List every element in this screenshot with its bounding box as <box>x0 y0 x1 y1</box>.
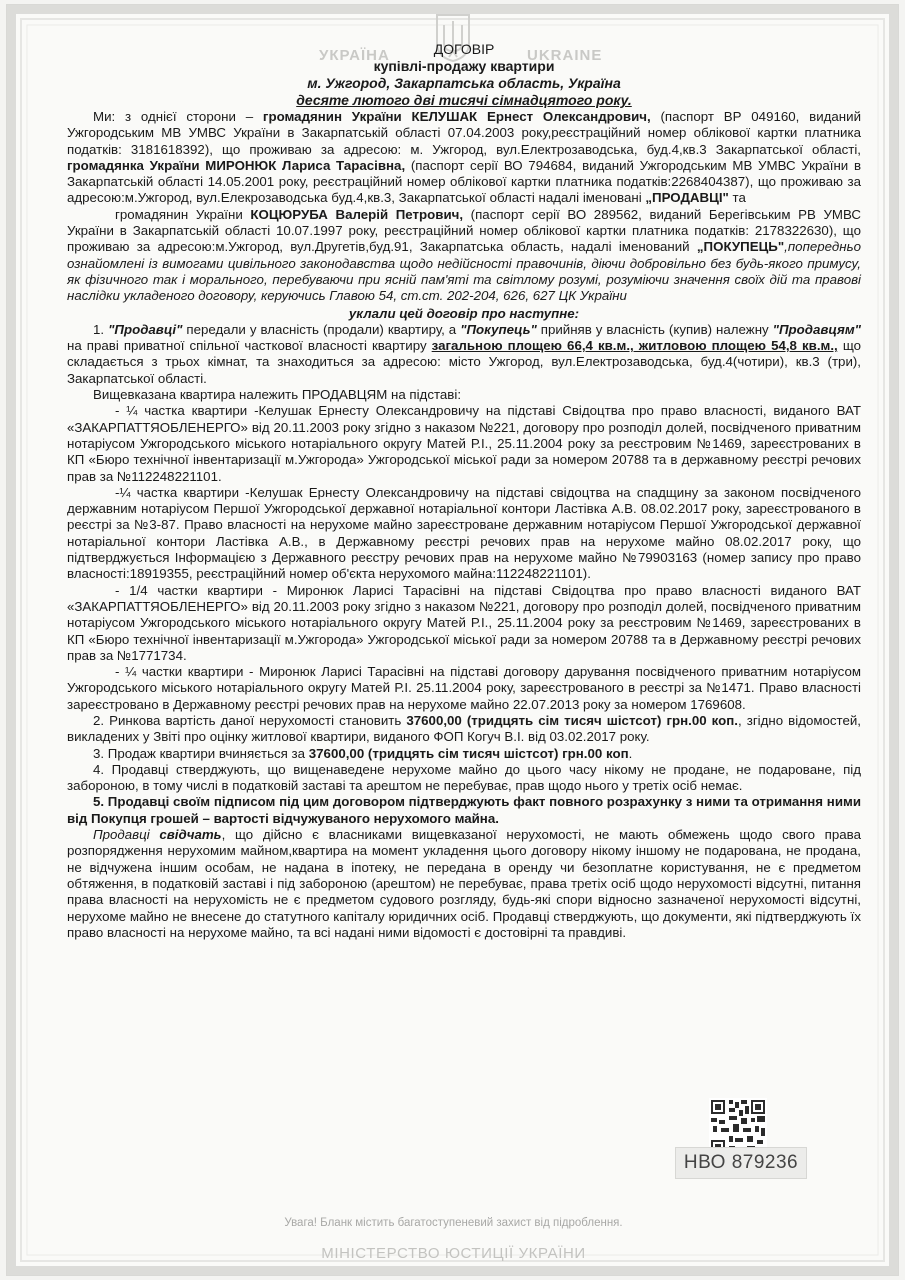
security-warning: Увага! Бланк містить багатоступеневий захист від підроблення. <box>284 1217 623 1229</box>
sellers-term: „ПРОДАВЦІ" <box>645 190 729 206</box>
clause-1-text-a: передали у власність (продали) квартиру, а <box>186 321 457 337</box>
clause-1-sellers-dative: "Продавцям" <box>772 321 861 337</box>
blank-serial-number: НВО 879236 <box>675 1147 807 1179</box>
clause-6-sellers: Продавці <box>93 827 150 843</box>
ownership-basis-item: -¼ частка квартири -Келушак Ернесту Олександровичу на підставі свідоцтва на спадщину за законом посвідченого державним нотаріусом Першої Ужгородської державної нотаріальної контори Ластівка А.В. 08.02.2017 року, зареєстрованого в реєстрі за №3-87. Право власності на нерухоме майно зареєстроване державним нотаріусом Першої Ужгородської державної нотаріальної контори Ластівка А.В., в Державному реєстрі речових прав на нерухоме майно 08.02.2017 року, що підтверджується Інформацією з Державного реєстру речових прав на нерухоме майно №79903163 (номер запису про право власності:18919355, реєстраційний номер об'єкта нерухомого майна:112248221101). <box>67 484 861 582</box>
document-heading <box>67 41 861 109</box>
clause-4: 4. Продавці стверджують, що вищенаведене нерухоме майно до цього часу нікому не продане, не подароване, під забороною, в тому числі в податковій заставі та арештом не перебуває, прав щодо нього у третіх осіб немає. <box>67 761 861 794</box>
agreed-heading: уклали цей договір про наступне: <box>348 305 580 321</box>
clause-3-text-b: . <box>628 745 633 761</box>
buyer-term: „ПОКУПЕЦЬ" <box>696 239 785 255</box>
clause-3-text-a: 3. Продаж квартири вчиняється за <box>93 745 306 761</box>
clause-5-text: 5. Продавці своїм підписом під цим договором підтверджують факт повного розрахунку з ними та отримання ними від Покупця грошей – вартості відчужуваного нерухомого майна. <box>67 794 861 826</box>
clause-2 <box>67 713 861 746</box>
clause-1-number: 1. <box>93 321 105 337</box>
clause-2-text-b: , згідно відомостей, викладених у Звіті про оцінку житлової квартири, виданого ФОП Когуч В.І. від 03.02.2017 року. <box>67 712 861 745</box>
document-place: м. Ужгород, Закарпатська область, Україна <box>307 75 621 91</box>
parties-buyer-paragraph <box>67 207 861 305</box>
clause-3 <box>67 746 861 762</box>
clause-1-text-c: на праві приватної спільної часткової власності квартиру <box>67 338 427 354</box>
contract-body <box>67 41 861 941</box>
clause-1-sellers: "Продавці" <box>108 321 183 337</box>
watermark-ukraine-en: UKRAINE <box>527 47 603 64</box>
parties-sellers-paragraph <box>67 109 861 207</box>
buyer-name: КОЦЮРУБА Валерій Петрович, <box>250 206 464 222</box>
clause-6-verb: свідчать <box>159 827 222 843</box>
conjunction: та <box>732 190 746 206</box>
sale-price: 37600,00 (тридцять сім тисяч шістсот) грн.00 коп <box>308 745 629 761</box>
parties-intro: Ми: з однієї сторони – <box>93 109 254 124</box>
ownership-basis-item: - 1/4 частки квартири - Миронюк Ларисі Тарасівні на підставі Свідоцтва про право власності виданого ВАТ «ЗАКАРПАТТЯОБЛЕНЕРГО» від 20.11.2003 року згідно з наказом №221, договору про розподіл долей, посвідченого приватним нотаріусом Ужгородського міського нотаріального округу Матей Р.І., 25.11.2004 року за реєстровим №1469, зареєстрованих в КП «Бюро технічної інвентаризації м.Ужгорода» Ужгородської міської ради за номером 20788 та в Державному реєстрі речових прав за №1771734. <box>67 582 861 663</box>
clause-6-text: , що дійсно є власниками вищевказаної нерухомості, не мають обмежень щодо свого права розпорядження нерухомим майном,квартира на момент укладення цього договору нікому іншому не подарована, не продана, не відчужена іншим особам, не надана в іпотеку, не передана в оренду чи безоплатне користування, не є предметом обтяження, в податковій заставі і під забороною (арештом) не перебуває, права третіх осіб щодо нерухомості відсутні, питання права власності на нерухомість не є предметом судового розгляду, будь-які спори відносно зазначеної нерухомості відсутні, нерухоме майно не внесене до статутного капіталу юридичних осіб. Продавці стверджують, що документи, які підтверджують їх право власності на нерухоме майно, та всі надані ними відомості є достовірні та правдиві. <box>67 827 861 940</box>
clause-6 <box>67 827 861 941</box>
clause-1-text-b: прийняв у власність (купив) належну <box>540 321 769 337</box>
document-date: десяте лютого дві тисячі сімнадцятого року. <box>296 92 632 108</box>
notarial-blank <box>6 4 899 1276</box>
clause-2-text-a: 2. Ринкова вартість даної нерухомості становить <box>93 712 402 728</box>
ministry-footer: МІНІСТЕРСТВО ЮСТИЦІЇ УКРАЇНИ <box>321 1245 586 1262</box>
clause-1-buyer: "Покупець" <box>460 321 537 337</box>
market-value: 37600,00 (тридцять сім тисяч шістсот) грн.00 коп. <box>406 712 738 728</box>
clause-1 <box>67 322 861 387</box>
seller-2-details: (паспорт серії ВО 794684, виданий Ужгородським МВ УМВС України в Закарпатській області 14.05.2001 року, реєстраційний номер облікової картки платника податків:2268404387), що проживаю за адресою:м.Ужгород, вул.Елекрозаводська буд.4,кв.3, Закарпатської області надалі іменовані <box>67 157 862 206</box>
buyer-intro: громадянин України <box>115 206 243 222</box>
seller-2-name: громадянка України МИРОНЮК Лариса Тарасівна, <box>67 157 406 173</box>
buyer-details: (паспорт серії ВО 289562, виданий Берегівським РВ УМВС України в Закарпатській області 10.07.1997 року, реєстраційний номер облікової картки платника податків: 2178322630), що проживаю за адресою:м.Ужгород, вул.Другетів,буд.91, Закарпатська область, надалі іменований <box>67 206 861 255</box>
legal-preamble: ,попередньо ознайомлені із вимогами цивільного законодавства щодо недійсності правочинів, діючи добровільно без будь-якого примусу, як фізичного так і морального, перебуваючи при ясній пам'яті та світлому розумі, розуміючи значення своїх дій та правові наслідки укладеного договору, керуючись Главою 54, ст.ст. 202-204, 626, 627 ЦК України <box>67 239 861 304</box>
ownership-basis-item: - ¼ частка квартири -Келушак Ернесту Олександровичу на підставі Свідоцтва про право власності, виданого ВАТ «ЗАКАРПАТТЯОБЛЕНЕРГО» від 20.11.2003 року згідно з наказом №221, договору про розподіл долей, посвідченого приватним нотаріусом Ужгородського міського нотаріального округу Матей Р.І., 25.11.2004 року за реєстровим №1469, зареєстрованих в КП «Бюро технічної інвентаризації м.Ужгорода» Ужгородської міської ради за номером 20788 та в державному реєстрі речових прав за №112248221101. <box>67 403 861 484</box>
watermark-ukraine-ua: УКРАЇНА <box>319 47 390 64</box>
clause-5 <box>67 794 861 827</box>
apartment-area: загальною площею 66,4 кв.м., житловою площею 54,8 кв.м., <box>431 338 838 354</box>
ownership-basis-intro: Вищевказана квартира належить ПРОДАВЦЯМ на підставі: <box>93 387 462 403</box>
ownership-basis-item: - ¼ частки квартири - Миронюк Ларисі Тарасівні на підставі договору дарування посвідченого приватним нотаріусом Ужгородського міського нотаріального округу Матей Р.І. 25.11.2004 року, зареєстрованого в реєстрі за №1471. Право власності зареєстровано в Державному реєстрі речових прав на нерухоме майно 22.07.2013 року за номером 1769608. <box>67 664 861 712</box>
seller-1-details: (паспорт ВР 049160, виданий Ужгородським МВ УМВС України в Закарпатській області 07.04.2003 року,реєстраційний номер облікової картки платника податків: 3181618392), що проживаю за адресою: м. Ужгород, вул.Електрозаводська, буд.4,кв.3 Закарпатської області, <box>67 109 861 157</box>
seller-1-name: громадянин України КЕЛУШАК Ернест Олександрович, <box>262 109 651 124</box>
document-subject: купівлі-продажу квартири <box>373 58 555 74</box>
document-type: ДОГОВІР <box>433 41 495 57</box>
clause-1-address: що складається з трьох кімнат, та знаходиться за адресою: місто Ужгород, вул.Електрозаводська, буд.4(чотири), кв.3 (три), Закарпатської області. <box>67 338 862 386</box>
